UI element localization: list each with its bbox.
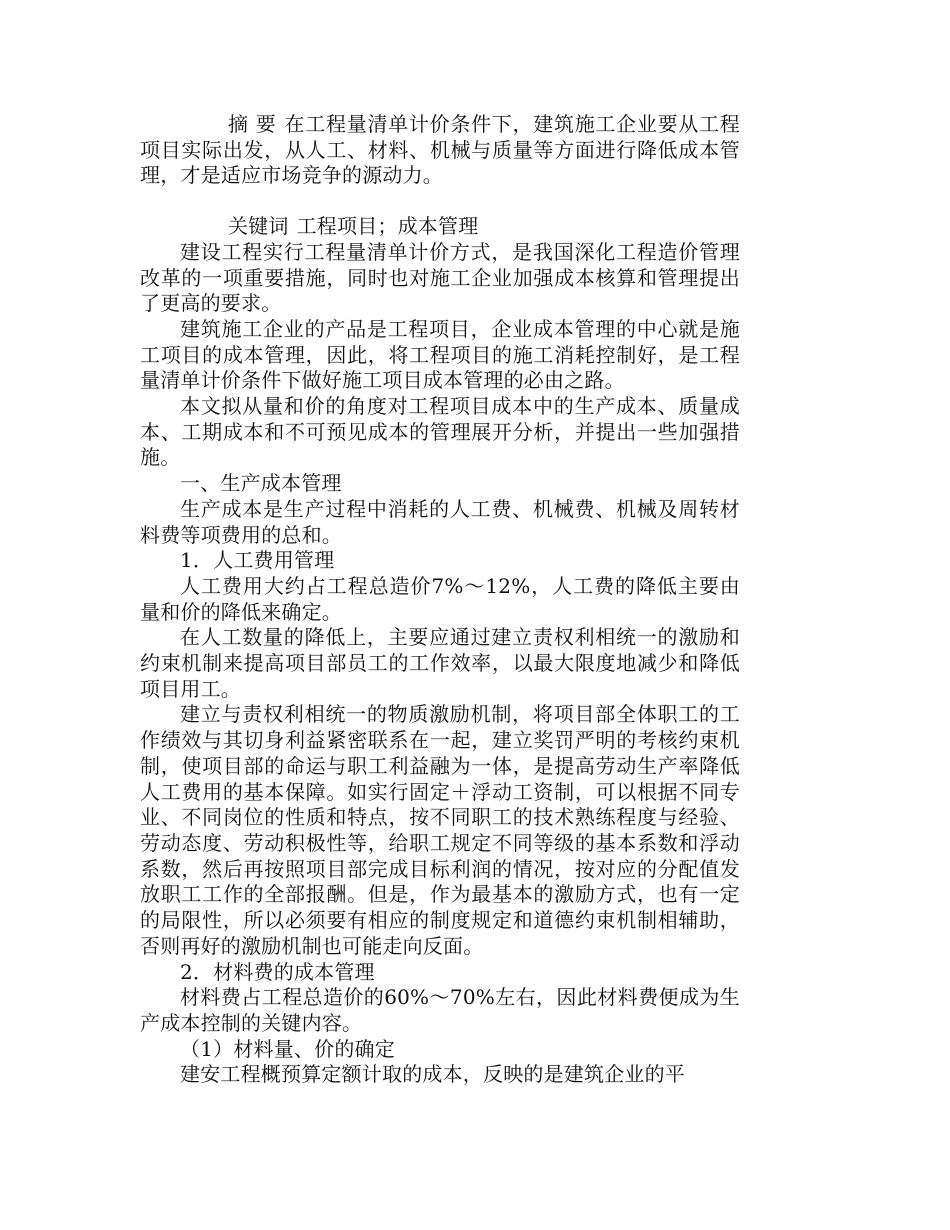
body-paragraph: 生产成本是生产过程中消耗的人工费、机械费、机械及周转材料费等项费用的总和。: [140, 496, 740, 547]
body-paragraph: 建安工程概预算定额计取的成本，反映的是建筑企业的平: [180, 1062, 685, 1087]
keywords-paragraph: [140, 214, 740, 240]
subsection-heading: 1．人工费用管理: [180, 548, 335, 573]
subsection-heading: 2．材料费的成本管理: [180, 959, 375, 984]
abstract-label: 摘 要: [228, 112, 277, 136]
body-paragraph: 建筑施工企业的产品是工程项目，企业成本管理的中心就是施工项目的成本管理，因此，将工程项目的施工消耗控制好，是工程量清单计价条件下做好施工项目成本管理的必由之路。: [140, 316, 740, 393]
keywords-text: 工程项目；成本管理: [296, 214, 479, 239]
abstract-paragraph: [140, 112, 740, 189]
body-paragraph: 人工费用大约占工程总造价7%～12%，人工费的降低主要由量和价的降低来确定。: [140, 573, 740, 624]
body-paragraph: 在人工数量的降低上，主要应通过建立责权利相统一的激励和约束机制来提高项目部员工的工作效率，以最大限度地减少和降低项目用工。: [140, 625, 740, 701]
body-paragraph: 本文拟从量和价的角度对工程项目成本中的生产成本、质量成本、工期成本和不可预见成本的管理展开分析，并提出一些加强措施。: [140, 394, 740, 470]
body-paragraph: 建立与责权利相统一的物质激励机制，将项目部全体职工的工作绩效与其切身利益紧密联系在一起，建立奖罚严明的考核约束机制，使项目部的命运与职工利益融为一体，是提高劳动生产率降低人工费用的基本保障。如实行固定＋浮动工资制，可以根据不同专业、不同岗位的性质和特点，按不同职工的技术熟练程度与经验、劳动态度、劳动积极性等，给职工规定不同等级的基本系数和浮动系数，然后再按照项目部完成目标利润的情况，按对应的分配值发放职工工作的全部报酬。但是，作为最基本的激励方式，也有一定的局限性，所以必须要有相应的制度规定和道德约束机制相辅助，否则再好的激励机制也可能走向反面。: [140, 702, 740, 958]
body-paragraph: 建设工程实行工程量清单计价方式，是我国深化工程造价管理改革的一项重要措施，同时也对施工企业加强成本核算和管理提出了更高的要求。: [140, 239, 740, 316]
body-paragraph: 材料费占工程总造价的60%～70%左右，因此材料费便成为生产成本控制的关键内容。: [140, 985, 740, 1035]
section-heading: 一、生产成本管理: [180, 471, 342, 496]
subsubsection-heading: （1）材料量、价的确定: [180, 1036, 395, 1061]
keywords-label: 关键词: [228, 214, 289, 239]
abstract-text: 在工程量清单计价条件下，建筑施工企业要从工程项目实际出发，从人工、材料、机械与质量等方面进行降低成本管理，才是适应市场竞争的源动力。: [140, 112, 740, 188]
document-page: [140, 112, 740, 1088]
